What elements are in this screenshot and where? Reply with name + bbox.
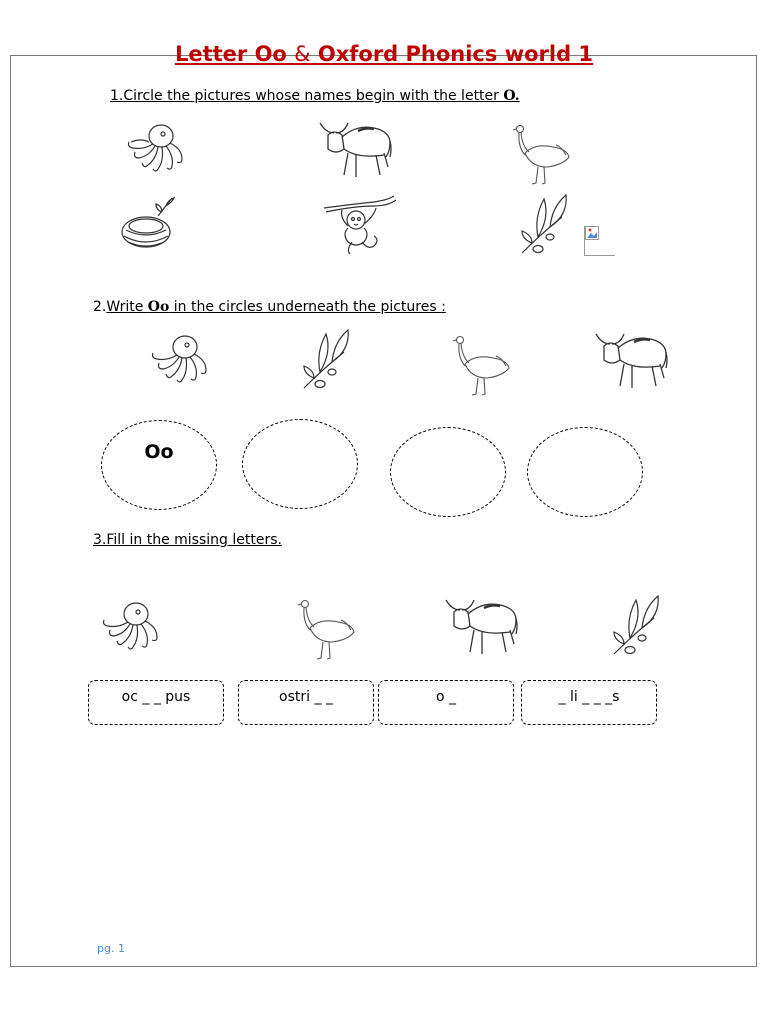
olive-branch-icon[interactable] <box>302 328 354 392</box>
question-1-letter: O. <box>503 88 520 104</box>
answer-circle-1-text: Oo <box>144 441 174 463</box>
ostrich-icon[interactable] <box>512 123 570 185</box>
olive-branch-icon[interactable] <box>520 193 572 257</box>
nest-icon[interactable] <box>118 196 180 254</box>
question-3 <box>93 532 282 548</box>
ox-icon[interactable] <box>594 326 668 394</box>
question-2-post: in the circles underneath the pictures : <box>169 299 446 315</box>
title-ampersand: & <box>294 42 311 66</box>
answer-circle-3[interactable] <box>390 427 506 517</box>
question-2-number: 2. <box>93 299 107 315</box>
blank-word-4: _ li _ _ _s <box>558 689 620 705</box>
broken-image-icon <box>584 226 615 256</box>
blank-word-3: o _ <box>435 689 456 705</box>
blank-box-4[interactable] <box>521 680 657 725</box>
page-title <box>0 42 768 66</box>
question-1 <box>110 88 520 104</box>
monkey-icon[interactable] <box>324 194 396 256</box>
question-3-text: 3.Fill in the missing letters. <box>93 532 282 548</box>
blank-box-2[interactable] <box>238 680 374 725</box>
page-number: pg. 1 <box>97 942 125 955</box>
octopus-icon[interactable] <box>125 120 187 178</box>
question-2-bold: Oo <box>147 299 170 315</box>
octopus-icon[interactable] <box>100 598 162 656</box>
blank-box-3[interactable] <box>378 680 514 725</box>
question-2 <box>93 299 446 315</box>
title-part2: Oxford Phonics world 1 <box>317 42 594 66</box>
blank-box-1[interactable] <box>88 680 224 725</box>
page-border <box>10 55 757 967</box>
title-part1: Letter Oo <box>174 42 287 66</box>
answer-circle-1[interactable] <box>101 420 217 510</box>
question-1-text: 1.Circle the pictures whose names begin with the letter <box>110 88 504 104</box>
blank-word-2: ostri _ _ <box>279 689 333 705</box>
answer-circle-4[interactable] <box>527 427 643 517</box>
ostrich-icon[interactable] <box>452 334 510 396</box>
blank-word-1: oc _ _ pus <box>121 689 191 705</box>
ostrich-icon[interactable] <box>297 598 355 660</box>
question-2-pre: Write <box>106 299 148 315</box>
ox-icon[interactable] <box>444 592 518 660</box>
octopus-icon[interactable] <box>149 331 211 389</box>
ox-icon[interactable] <box>318 115 392 183</box>
answer-circle-2[interactable] <box>242 419 358 509</box>
olive-branch-icon[interactable] <box>612 594 664 658</box>
